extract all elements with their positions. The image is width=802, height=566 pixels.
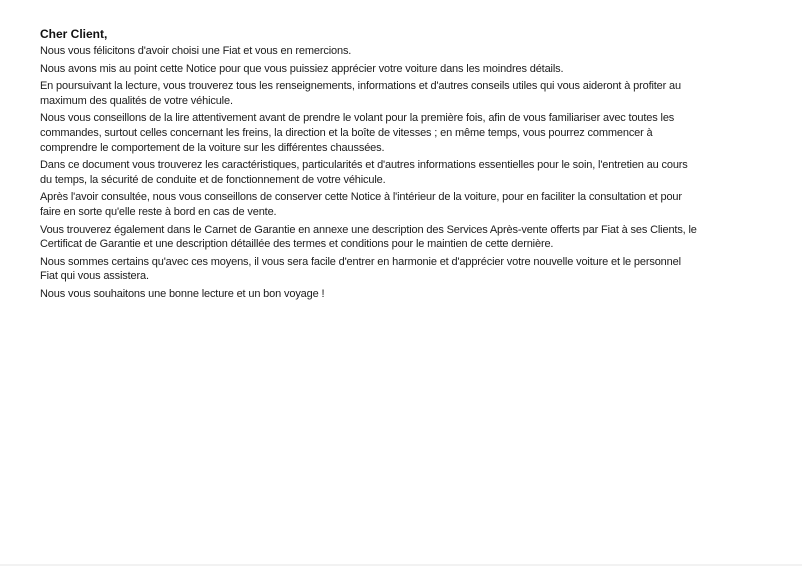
letter-body — [40, 27, 700, 305]
letter-paragraph-4: Nous vous conseillons de la lire attentivement avant de prendre le volant pour la première fois, afin de vous familiariser avec toutes les commandes, surtout celles concernant les freins, la direction et la boîte de vitesses ; en même temps, vous pourrez commencer à comprendre le comportement de la voiture sur les différentes chaussées. — [40, 112, 675, 154]
letter-paragraph-2: Nous avons mis au point cette Notice pour que vous puissiez apprécier votre voiture dans les moindres détails. — [40, 62, 564, 75]
letter-paragraph-1: Nous vous félicitons d'avoir choisi une Fiat et vous en remercions. — [40, 45, 352, 57]
letter-paragraph-3: En poursuivant la lecture, vous trouverez tous les renseignements, informations et d'autres conseils utiles qui vous aideront à profiter au maximum des qualités de votre véhicule. — [40, 80, 681, 107]
letter-paragraph-7: Vous trouverez également dans le Carnet de Garantie en annexe une description des Services Après-vente offerts par Fiat à ses Clients, le Certificat de Garantie et une description détaillée des termes et conditions pour le maintien de cette dernière. — [40, 223, 697, 251]
letter-greeting: Cher Client, — [40, 27, 108, 41]
letter-paragraph-8: Nous sommes certains qu'avec ces moyens, il vous sera facile d'entrer en harmonie et d'apprécier votre nouvelle voiture et le personnel Fiat qui vous assistera. — [40, 255, 681, 283]
letter-paragraph-5: Dans ce document vous trouverez les caractéristiques, particularités et d'autres informations essentielles pour le soin, l'entretien au cours du temps, la sécurité de conduite et de fonctionnement de votre véhicule. — [40, 159, 688, 186]
letter-paragraph-9: Nous vous souhaitons une bonne lecture et un bon voyage ! — [40, 287, 325, 300]
letter-paragraph-6: Après l'avoir consultée, nous vous conseillons de conserver cette Notice à l'intérieur de la voiture, pour en faciliter la consultation et pour faire en sorte qu'elle reste à bord en cas de vente. — [40, 191, 682, 218]
